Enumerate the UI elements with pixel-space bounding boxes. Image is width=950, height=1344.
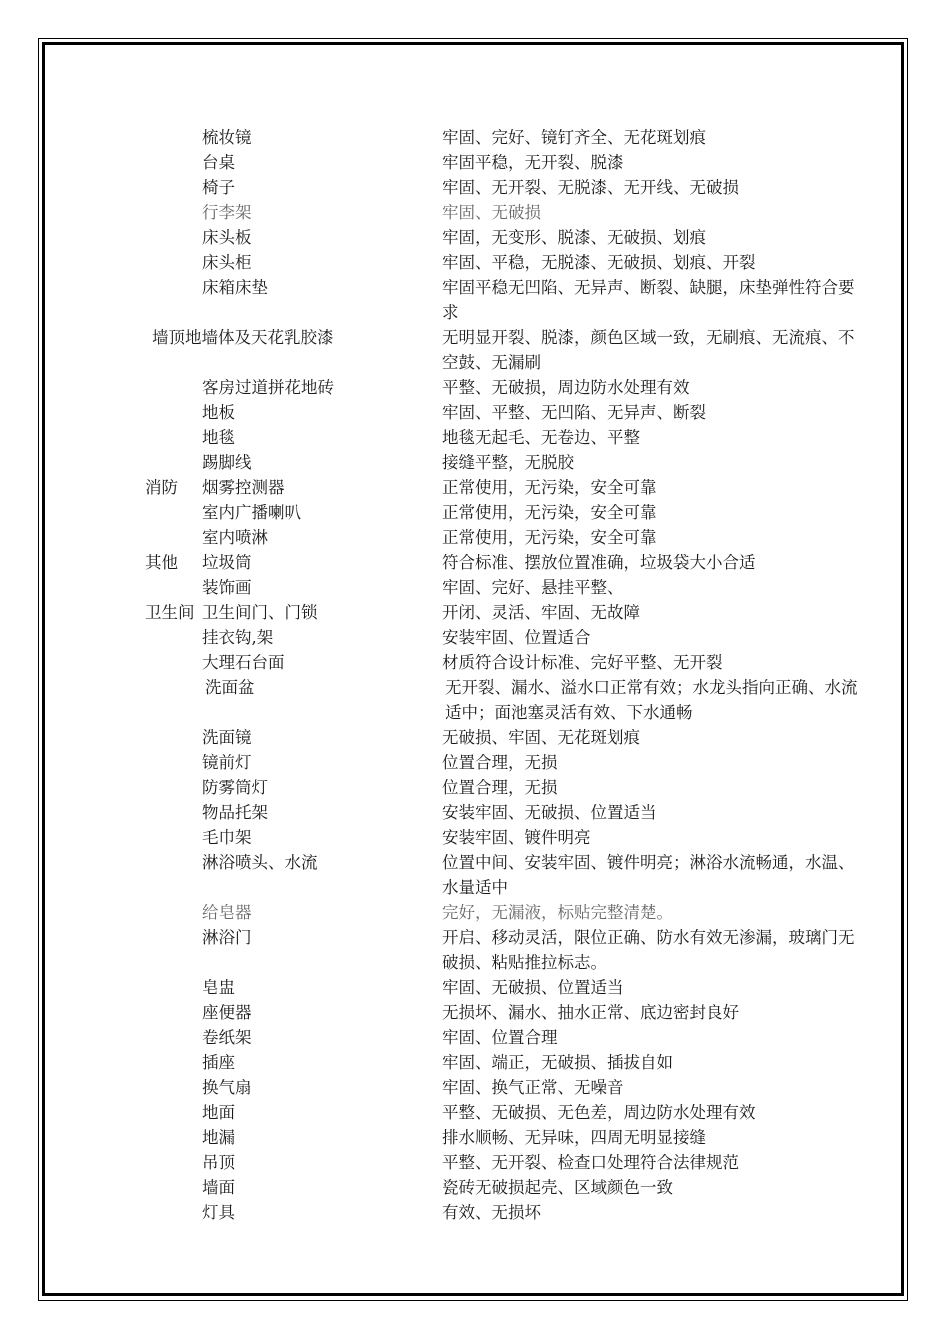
item-label: 卫生间门、门锁 [202,603,318,622]
standard-text: 牢固、无破损 [442,203,541,222]
standard-text: 符合标准、摆放位置准确，垃圾袋大小合适 [442,553,756,572]
standard-text: 牢固平稳无凹陷、无异声、断裂、缺腿，床垫弹性符合要求 [442,278,855,322]
item-label: 床箱床垫 [202,278,268,297]
item-label: 插座 [202,1053,235,1072]
item-label: 物品托架 [202,803,268,822]
list-item [0,275,950,325]
category-label: 其他 [145,553,178,572]
item-label: 防雾筒灯 [202,778,268,797]
list-item [0,775,950,800]
item-label: 毛巾架 [202,828,252,847]
standard-text: 牢固平稳，无开裂、脱漆 [442,153,624,172]
standard-text: 平整、无破损，周边防水处理有效 [442,378,690,397]
list-item [0,325,950,375]
item-label: 椅子 [202,178,235,197]
list-item [0,175,950,200]
list-item [0,425,950,450]
item-label: 座便器 [202,1003,252,1022]
standard-text: 位置合理，无损 [442,753,558,772]
item-label: 室内喷淋 [202,528,268,547]
list-item [0,250,950,275]
standard-text: 正常使用，无污染，安全可靠 [442,528,657,547]
item-label: 行李架 [202,203,252,222]
standard-text: 开闭、灵活、牢固、无故障 [442,603,640,622]
item-label: 大理石台面 [202,653,285,672]
item-label: 皂盅 [202,978,235,997]
item-label: 客房过道拼花地砖 [202,378,334,397]
list-item [0,1125,950,1150]
standard-text: 完好，无漏液，标贴完整清楚。 [442,903,673,922]
list-item [0,225,950,250]
standard-text: 牢固、平整、无凹陷、无异声、断裂 [442,403,706,422]
list-item [0,1050,950,1075]
list-item [0,1150,950,1175]
standard-text: 安装牢固、位置适合 [442,628,591,647]
standard-text: 无开裂、漏水、溢水口正常有效；水龙头指向正确、水流适中；面池塞灵活有效、下水通畅 [445,678,858,722]
list-item [0,850,950,900]
item-label: 镜前灯 [202,753,252,772]
list-item [0,625,950,650]
standard-text: 材质符合设计标准、完好平整、无开裂 [442,653,723,672]
item-label: 地漏 [202,1128,235,1147]
list-item [0,725,950,750]
standard-text: 牢固、无开裂、无脱漆、无开线、无破损 [442,178,739,197]
list-item [0,975,950,1000]
standard-text: 牢固、完好、悬挂平整、 [442,578,624,597]
standard-text: 接缝平整，无脱胶 [442,453,574,472]
list-item [0,1200,950,1225]
item-label: 梳妆镜 [202,128,252,147]
standard-text: 牢固、换气正常、无噪音 [442,1078,624,1097]
list-item [0,1100,950,1125]
list-item [0,800,950,825]
list-item [0,475,950,500]
item-label: 地板 [202,403,235,422]
standard-text: 开启、移动灵活，限位正确、防水有效无渗漏，玻璃门无破损、粘贴推拉标志。 [442,928,855,972]
item-label: 洗面镜 [202,728,252,747]
list-item [0,650,950,675]
list-item [0,550,950,575]
list-item [0,925,950,975]
standard-text: 排水顺畅、无异味，四周无明显接缝 [442,1128,706,1147]
item-label: 床头板 [202,228,252,247]
list-item [0,575,950,600]
item-label: 烟雾控测器 [202,478,285,497]
list-item [0,400,950,425]
item-label: 装饰画 [202,578,252,597]
standard-text: 地毯无起毛、无卷边、平整 [442,428,640,447]
item-label: 吊顶 [202,1153,235,1172]
list-item [0,375,950,400]
standard-text: 安装牢固、镀件明亮 [442,828,591,847]
list-item [0,600,950,625]
standard-text: 安装牢固、无破损、位置适当 [442,803,657,822]
item-label: 洗面盆 [205,678,255,697]
standard-text: 无明显开裂、脱漆，颜色区域一致，无刷痕、无流痕、不空鼓、无漏刷 [442,328,855,372]
standard-text: 牢固、端正，无破损、插拔自如 [442,1053,673,1072]
list-item [0,125,950,150]
list-item [0,825,950,850]
list-item [0,750,950,775]
item-label: 给皂器 [202,903,252,922]
item-label: 墙顶地墙体及天花乳胶漆 [152,328,334,347]
list-item [0,900,950,925]
item-label: 地面 [202,1103,235,1122]
item-label: 淋浴门 [202,928,252,947]
standard-text: 牢固、无破损、位置适当 [442,978,624,997]
item-label: 挂衣钩,架 [202,628,274,647]
standard-text: 瓷砖无破损起壳、区域颜色一致 [442,1178,673,1197]
list-item [0,675,950,725]
standard-text: 正常使用，无污染，安全可靠 [442,503,657,522]
list-item [0,1025,950,1050]
standard-text: 牢固，无变形、脱漆、无破损、划痕 [442,228,706,247]
list-item [0,500,950,525]
list-item [0,1175,950,1200]
list-item [0,1000,950,1025]
standard-text: 牢固、位置合理 [442,1028,558,1047]
standard-text: 有效、无损坏 [442,1203,541,1222]
standard-text: 正常使用，无污染，安全可靠 [442,478,657,497]
standard-text: 位置合理，无损 [442,778,558,797]
list-item [0,1075,950,1100]
category-label: 卫生间 [145,603,195,622]
category-label: 消防 [145,478,178,497]
item-label: 室内广播喇叭 [202,503,301,522]
item-label: 台桌 [202,153,235,172]
item-label: 换气扇 [202,1078,252,1097]
standard-text: 牢固、完好、镜钉齐全、无花斑划痕 [442,128,706,147]
item-label: 墙面 [202,1178,235,1197]
item-label: 床头柜 [202,253,252,272]
standard-text: 平整、无开裂、检查口处理符合法律规范 [442,1153,739,1172]
standard-text: 牢固、平稳，无脱漆、无破损、划痕、开裂 [442,253,756,272]
standard-text: 无损坏、漏水、抽水正常、底边密封良好 [442,1003,739,1022]
item-label: 踢脚线 [202,453,252,472]
standard-text: 平整、无破损、无色差，周边防水处理有效 [442,1103,756,1122]
item-label: 垃圾筒 [202,553,252,572]
list-item [0,150,950,175]
item-label: 淋浴喷头、水流 [202,853,318,872]
item-label: 卷纸架 [202,1028,252,1047]
standard-text: 无破损、牢固、无花斑划痕 [442,728,640,747]
list-item [0,525,950,550]
item-label: 地毯 [202,428,235,447]
standard-text: 位置中间、安装牢固、镀件明亮；淋浴水流畅通，水温、水量适中 [442,853,855,897]
inspection-list [0,125,950,1225]
item-label: 灯具 [202,1203,235,1222]
list-item [0,200,950,225]
list-item [0,450,950,475]
